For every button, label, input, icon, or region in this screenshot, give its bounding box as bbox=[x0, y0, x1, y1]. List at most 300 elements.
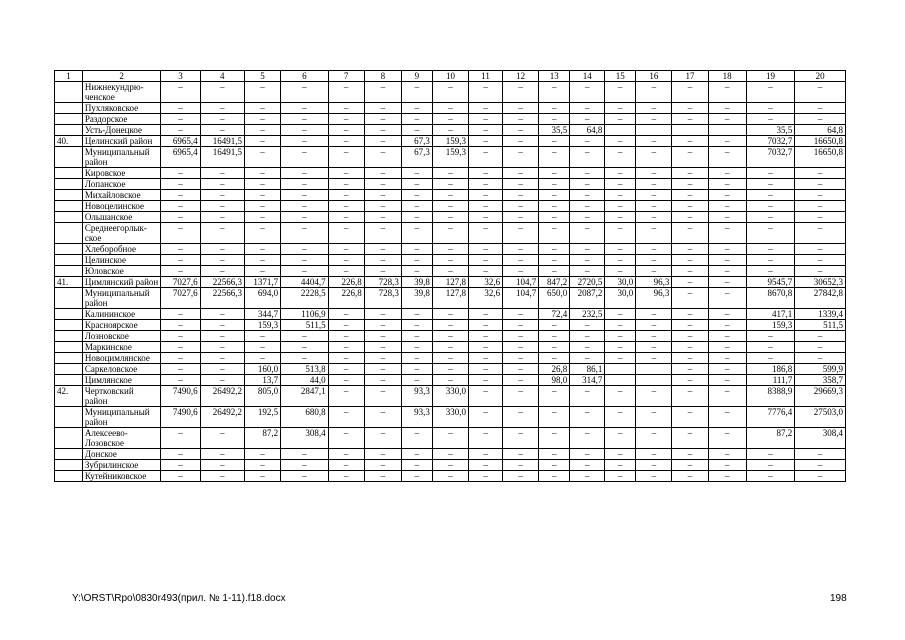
table-cell: – bbox=[605, 136, 636, 147]
table-cell: – bbox=[746, 449, 795, 460]
row-number: 40. bbox=[55, 136, 83, 147]
table-cell: – bbox=[605, 223, 636, 244]
table-cell: – bbox=[200, 320, 244, 331]
table-cell: – bbox=[503, 125, 539, 136]
table-cell: – bbox=[328, 136, 364, 147]
table-cell: – bbox=[432, 190, 468, 201]
table-cell: – bbox=[161, 212, 200, 223]
table-cell: – bbox=[469, 364, 503, 375]
table-cell: – bbox=[200, 342, 244, 353]
table-cell: – bbox=[432, 364, 468, 375]
column-number-19: 19 bbox=[746, 71, 795, 82]
table-cell: – bbox=[161, 179, 200, 190]
table-cell: 6965,4 bbox=[161, 147, 200, 168]
table-cell: – bbox=[200, 460, 244, 471]
table-cell: – bbox=[200, 201, 244, 212]
table-cell: 308,4 bbox=[281, 428, 329, 449]
table-cell: – bbox=[503, 460, 539, 471]
table-cell: – bbox=[432, 212, 468, 223]
table-cell: 330,0 bbox=[432, 407, 468, 428]
table-cell: – bbox=[364, 320, 401, 331]
table-cell bbox=[636, 375, 672, 386]
table-cell: – bbox=[605, 428, 636, 449]
table-cell: – bbox=[364, 342, 401, 353]
table-cell: – bbox=[469, 375, 503, 386]
table-cell: 186,8 bbox=[746, 364, 795, 375]
table-cell: – bbox=[364, 201, 401, 212]
table-cell: – bbox=[281, 331, 329, 342]
table-cell: – bbox=[469, 320, 503, 331]
row-number bbox=[55, 103, 83, 114]
table-cell: 35,5 bbox=[539, 125, 570, 136]
table-cell: – bbox=[636, 342, 672, 353]
table-cell: – bbox=[672, 266, 708, 277]
table-cell: – bbox=[570, 114, 605, 125]
table-cell: – bbox=[672, 82, 708, 103]
table-cell bbox=[605, 125, 636, 136]
table-cell: – bbox=[281, 244, 329, 255]
table-cell: – bbox=[795, 342, 846, 353]
row-number bbox=[55, 125, 83, 136]
table-cell: – bbox=[503, 407, 539, 428]
table-cell: – bbox=[469, 82, 503, 103]
table-cell: – bbox=[469, 331, 503, 342]
table-cell: – bbox=[503, 201, 539, 212]
settlement-name: Новоцимлянское bbox=[82, 353, 160, 364]
table-cell: – bbox=[281, 125, 329, 136]
table-cell: – bbox=[161, 428, 200, 449]
table-cell: 1371,7 bbox=[244, 277, 280, 288]
table-cell: – bbox=[708, 168, 746, 179]
table-cell: – bbox=[672, 364, 708, 375]
table-cell: – bbox=[432, 471, 468, 482]
table-cell: – bbox=[281, 460, 329, 471]
table-cell: 728,3 bbox=[364, 288, 401, 309]
table-cell: 22566,3 bbox=[200, 277, 244, 288]
table-cell: – bbox=[672, 147, 708, 168]
table-cell: – bbox=[636, 331, 672, 342]
table-cell: – bbox=[401, 449, 432, 460]
row-number bbox=[55, 266, 83, 277]
table-cell: – bbox=[161, 244, 200, 255]
table-cell: 847,2 bbox=[539, 277, 570, 288]
table-cell: – bbox=[539, 223, 570, 244]
table-cell: – bbox=[200, 449, 244, 460]
table-cell: – bbox=[636, 471, 672, 482]
table-cell: – bbox=[746, 82, 795, 103]
settlement-name: Михайловское bbox=[82, 190, 160, 201]
table-cell: 64,8 bbox=[570, 125, 605, 136]
table-cell: – bbox=[401, 428, 432, 449]
table-cell: – bbox=[469, 266, 503, 277]
table-cell: – bbox=[244, 449, 280, 460]
table-cell: – bbox=[746, 190, 795, 201]
table-cell: – bbox=[503, 449, 539, 460]
table-cell: – bbox=[746, 103, 795, 114]
settlement-name: Целинское bbox=[82, 255, 160, 266]
table-cell: – bbox=[244, 331, 280, 342]
table-cell: – bbox=[570, 428, 605, 449]
table-cell: 728,3 bbox=[364, 277, 401, 288]
table-cell: – bbox=[795, 449, 846, 460]
table-cell: – bbox=[364, 375, 401, 386]
table-cell: – bbox=[672, 244, 708, 255]
settlement-name: Донское bbox=[82, 449, 160, 460]
table-cell: 232,5 bbox=[570, 309, 605, 320]
table-cell: 127,8 bbox=[432, 288, 468, 309]
table-cell: – bbox=[200, 179, 244, 190]
table-cell: 8670,8 bbox=[746, 288, 795, 309]
table-cell: – bbox=[570, 449, 605, 460]
table-cell: 35,5 bbox=[746, 125, 795, 136]
table-cell: – bbox=[469, 114, 503, 125]
settlement-name: Усть-Донецкое bbox=[82, 125, 160, 136]
table-cell: – bbox=[539, 82, 570, 103]
table-cell: – bbox=[539, 449, 570, 460]
table-cell: – bbox=[708, 255, 746, 266]
table-cell: – bbox=[200, 114, 244, 125]
table-cell: 226,8 bbox=[328, 288, 364, 309]
table-cell: – bbox=[200, 244, 244, 255]
table-cell: – bbox=[503, 428, 539, 449]
table-cell: – bbox=[161, 82, 200, 103]
table-cell: 2228,5 bbox=[281, 288, 329, 309]
table-cell: – bbox=[161, 320, 200, 331]
table-cell: – bbox=[570, 212, 605, 223]
settlement-name: Цимлянское bbox=[82, 375, 160, 386]
table-cell: – bbox=[636, 449, 672, 460]
table-cell: – bbox=[570, 168, 605, 179]
row-number bbox=[55, 212, 83, 223]
table-cell: – bbox=[328, 255, 364, 266]
table-cell: – bbox=[570, 353, 605, 364]
table-cell: – bbox=[364, 125, 401, 136]
table-cell: – bbox=[708, 190, 746, 201]
table-cell: – bbox=[503, 82, 539, 103]
row-number bbox=[55, 309, 83, 320]
table-cell: – bbox=[636, 353, 672, 364]
table-cell: 64,8 bbox=[795, 125, 846, 136]
table-cell: – bbox=[570, 266, 605, 277]
table-cell: – bbox=[244, 353, 280, 364]
settlement-name: Юловское bbox=[82, 266, 160, 277]
table-cell: – bbox=[708, 244, 746, 255]
table-cell: – bbox=[570, 460, 605, 471]
table-cell: – bbox=[795, 212, 846, 223]
row-number bbox=[55, 460, 83, 471]
table-row bbox=[55, 103, 846, 114]
table-cell: – bbox=[672, 114, 708, 125]
table-cell: 511,5 bbox=[281, 320, 329, 331]
table-cell: – bbox=[328, 309, 364, 320]
table-cell: – bbox=[605, 407, 636, 428]
table-cell: 511,5 bbox=[795, 320, 846, 331]
table-cell: 13,7 bbox=[244, 375, 280, 386]
table-cell: – bbox=[746, 114, 795, 125]
table-cell: 30652,3 bbox=[795, 277, 846, 288]
table-cell: – bbox=[401, 460, 432, 471]
table-cell: – bbox=[570, 407, 605, 428]
table-cell: – bbox=[605, 103, 636, 114]
table-cell: 26492,2 bbox=[200, 407, 244, 428]
table-cell: – bbox=[161, 103, 200, 114]
footer-file-path: Y:\ORST\Rpo\0830r493(прил. № 1-11).f18.docx bbox=[72, 593, 286, 604]
table-cell: 344,7 bbox=[244, 309, 280, 320]
table-cell: – bbox=[636, 168, 672, 179]
table-cell: – bbox=[432, 460, 468, 471]
row-number bbox=[55, 407, 83, 428]
column-number-5: 5 bbox=[244, 71, 280, 82]
table-cell: – bbox=[503, 386, 539, 407]
table-cell: – bbox=[746, 223, 795, 244]
column-number-4: 4 bbox=[200, 71, 244, 82]
table-cell: – bbox=[672, 331, 708, 342]
table-cell: – bbox=[469, 386, 503, 407]
table-cell: – bbox=[432, 103, 468, 114]
table-cell: – bbox=[570, 320, 605, 331]
column-number-18: 18 bbox=[708, 71, 746, 82]
table-cell: – bbox=[539, 179, 570, 190]
table-cell: – bbox=[605, 309, 636, 320]
table-cell: – bbox=[401, 179, 432, 190]
table-cell: – bbox=[708, 407, 746, 428]
table-cell: – bbox=[432, 125, 468, 136]
table-cell: – bbox=[200, 375, 244, 386]
table-cell: – bbox=[539, 386, 570, 407]
table-cell: – bbox=[469, 471, 503, 482]
table-cell: – bbox=[364, 147, 401, 168]
table-cell: – bbox=[708, 449, 746, 460]
row-number bbox=[55, 244, 83, 255]
table-row bbox=[55, 179, 846, 190]
table-row bbox=[55, 244, 846, 255]
table-cell: – bbox=[636, 244, 672, 255]
table-cell: – bbox=[708, 331, 746, 342]
page-number: 198 bbox=[830, 593, 847, 604]
table-cell: – bbox=[539, 190, 570, 201]
settlement-name: Маркинское bbox=[82, 342, 160, 353]
row-number bbox=[55, 82, 83, 103]
table-cell: – bbox=[432, 309, 468, 320]
table-cell: – bbox=[605, 244, 636, 255]
table-cell: – bbox=[570, 136, 605, 147]
table-cell: 1339,4 bbox=[795, 309, 846, 320]
table-cell: – bbox=[708, 353, 746, 364]
table-cell: – bbox=[281, 82, 329, 103]
table-cell: – bbox=[281, 136, 329, 147]
table-cell: – bbox=[605, 190, 636, 201]
table-cell: – bbox=[672, 353, 708, 364]
table-cell: – bbox=[161, 471, 200, 482]
row-number: 41. bbox=[55, 277, 83, 288]
table-cell: – bbox=[469, 309, 503, 320]
table-cell: 7490,6 bbox=[161, 407, 200, 428]
settlement-name: Муниципальный район bbox=[82, 407, 160, 428]
table-cell: – bbox=[281, 255, 329, 266]
row-number bbox=[55, 331, 83, 342]
table-cell: – bbox=[328, 212, 364, 223]
data-table bbox=[54, 70, 846, 482]
settlement-name: Нижнекундрю-ченское bbox=[82, 82, 160, 103]
table-cell: – bbox=[364, 353, 401, 364]
table-cell: – bbox=[244, 244, 280, 255]
table-cell: – bbox=[401, 471, 432, 482]
table-cell: – bbox=[364, 114, 401, 125]
table-cell: – bbox=[636, 190, 672, 201]
table-cell: – bbox=[432, 82, 468, 103]
table-row bbox=[55, 114, 846, 125]
table-row bbox=[55, 147, 846, 168]
table-cell: – bbox=[281, 190, 329, 201]
table-cell: – bbox=[672, 309, 708, 320]
row-number bbox=[55, 342, 83, 353]
table-cell: – bbox=[244, 125, 280, 136]
table-cell: 39,8 bbox=[401, 288, 432, 309]
table-cell: – bbox=[432, 331, 468, 342]
table-row bbox=[55, 449, 846, 460]
table-cell: – bbox=[469, 136, 503, 147]
table-cell bbox=[708, 125, 746, 136]
table-cell: – bbox=[503, 136, 539, 147]
table-cell: – bbox=[364, 168, 401, 179]
table-cell: – bbox=[795, 471, 846, 482]
table-cell: – bbox=[432, 255, 468, 266]
settlement-name: Алексеево-Лозовское bbox=[82, 428, 160, 449]
table-row bbox=[55, 375, 846, 386]
table-cell: – bbox=[328, 353, 364, 364]
table-cell: 87,2 bbox=[746, 428, 795, 449]
settlement-name: Чертковский район bbox=[82, 386, 160, 407]
table-cell: – bbox=[746, 212, 795, 223]
settlement-name: Ольшанское bbox=[82, 212, 160, 223]
table-cell: 67,3 bbox=[401, 136, 432, 147]
row-number bbox=[55, 190, 83, 201]
table-row bbox=[55, 168, 846, 179]
table-cell: – bbox=[364, 364, 401, 375]
table-cell: 9545,7 bbox=[746, 277, 795, 288]
table-cell: – bbox=[281, 449, 329, 460]
table-cell: – bbox=[200, 428, 244, 449]
table-cell: – bbox=[708, 309, 746, 320]
table-cell: – bbox=[605, 460, 636, 471]
table-cell: – bbox=[708, 136, 746, 147]
table-cell: – bbox=[161, 353, 200, 364]
table-cell: – bbox=[503, 212, 539, 223]
table-cell: – bbox=[636, 386, 672, 407]
table-cell: – bbox=[328, 103, 364, 114]
table-cell: – bbox=[672, 471, 708, 482]
table-cell: – bbox=[672, 212, 708, 223]
table-cell: – bbox=[244, 255, 280, 266]
table-cell: – bbox=[503, 223, 539, 244]
table-cell: – bbox=[364, 309, 401, 320]
table-cell: – bbox=[503, 190, 539, 201]
table-cell: – bbox=[161, 266, 200, 277]
table-cell: – bbox=[570, 82, 605, 103]
table-cell: – bbox=[672, 320, 708, 331]
column-number-6: 6 bbox=[281, 71, 329, 82]
table-cell: – bbox=[432, 168, 468, 179]
table-cell: – bbox=[636, 82, 672, 103]
table-cell: 330,0 bbox=[432, 386, 468, 407]
row-number: 42. bbox=[55, 386, 83, 407]
table-cell: – bbox=[469, 179, 503, 190]
table-cell: – bbox=[161, 375, 200, 386]
table-cell: 22566,3 bbox=[200, 288, 244, 309]
table-cell: – bbox=[605, 320, 636, 331]
table-row bbox=[55, 288, 846, 309]
table-cell: – bbox=[161, 168, 200, 179]
table-cell: – bbox=[746, 460, 795, 471]
table-row bbox=[55, 407, 846, 428]
table-cell: – bbox=[469, 342, 503, 353]
table-cell: – bbox=[200, 190, 244, 201]
table-cell: – bbox=[746, 244, 795, 255]
table-cell: – bbox=[364, 212, 401, 223]
row-number bbox=[55, 288, 83, 309]
table-cell: – bbox=[469, 168, 503, 179]
table-cell: 86,1 bbox=[570, 364, 605, 375]
table-cell: – bbox=[364, 407, 401, 428]
table-cell: 4404,7 bbox=[281, 277, 329, 288]
table-cell: 599,9 bbox=[795, 364, 846, 375]
table-cell: – bbox=[364, 190, 401, 201]
table-cell: 314,7 bbox=[570, 375, 605, 386]
table-row bbox=[55, 136, 846, 147]
table-cell: – bbox=[605, 471, 636, 482]
settlement-name: Целинский район bbox=[82, 136, 160, 147]
table-cell: – bbox=[328, 201, 364, 212]
table-cell: – bbox=[795, 266, 846, 277]
table-cell: – bbox=[328, 331, 364, 342]
table-cell: – bbox=[672, 375, 708, 386]
table-cell: – bbox=[570, 179, 605, 190]
table-cell: – bbox=[672, 223, 708, 244]
table-cell: – bbox=[328, 375, 364, 386]
table-cell: – bbox=[503, 375, 539, 386]
settlement-name: Пухляковское bbox=[82, 103, 160, 114]
settlement-name: Цимлянский район bbox=[82, 277, 160, 288]
table-cell: 192,5 bbox=[244, 407, 280, 428]
table-cell: – bbox=[605, 201, 636, 212]
table-cell: – bbox=[539, 103, 570, 114]
table-cell: – bbox=[364, 223, 401, 244]
table-cell: 159,3 bbox=[432, 136, 468, 147]
table-cell: – bbox=[539, 460, 570, 471]
table-cell: – bbox=[795, 201, 846, 212]
table-cell: 513,8 bbox=[281, 364, 329, 375]
table-cell: – bbox=[432, 223, 468, 244]
table-row bbox=[55, 190, 846, 201]
row-number bbox=[55, 353, 83, 364]
table-cell: – bbox=[746, 179, 795, 190]
table-cell: – bbox=[432, 201, 468, 212]
table-cell: – bbox=[570, 201, 605, 212]
table-cell: – bbox=[161, 309, 200, 320]
table-cell: – bbox=[636, 201, 672, 212]
table-cell: 7027,6 bbox=[161, 288, 200, 309]
table-cell: – bbox=[708, 320, 746, 331]
table-cell: – bbox=[503, 168, 539, 179]
table-row bbox=[55, 125, 846, 136]
table-cell: – bbox=[328, 460, 364, 471]
table-cell: 93,3 bbox=[401, 386, 432, 407]
column-number-9: 9 bbox=[401, 71, 432, 82]
column-number-14: 14 bbox=[570, 71, 605, 82]
table-cell: – bbox=[672, 277, 708, 288]
table-cell: – bbox=[708, 212, 746, 223]
table-cell: – bbox=[795, 179, 846, 190]
